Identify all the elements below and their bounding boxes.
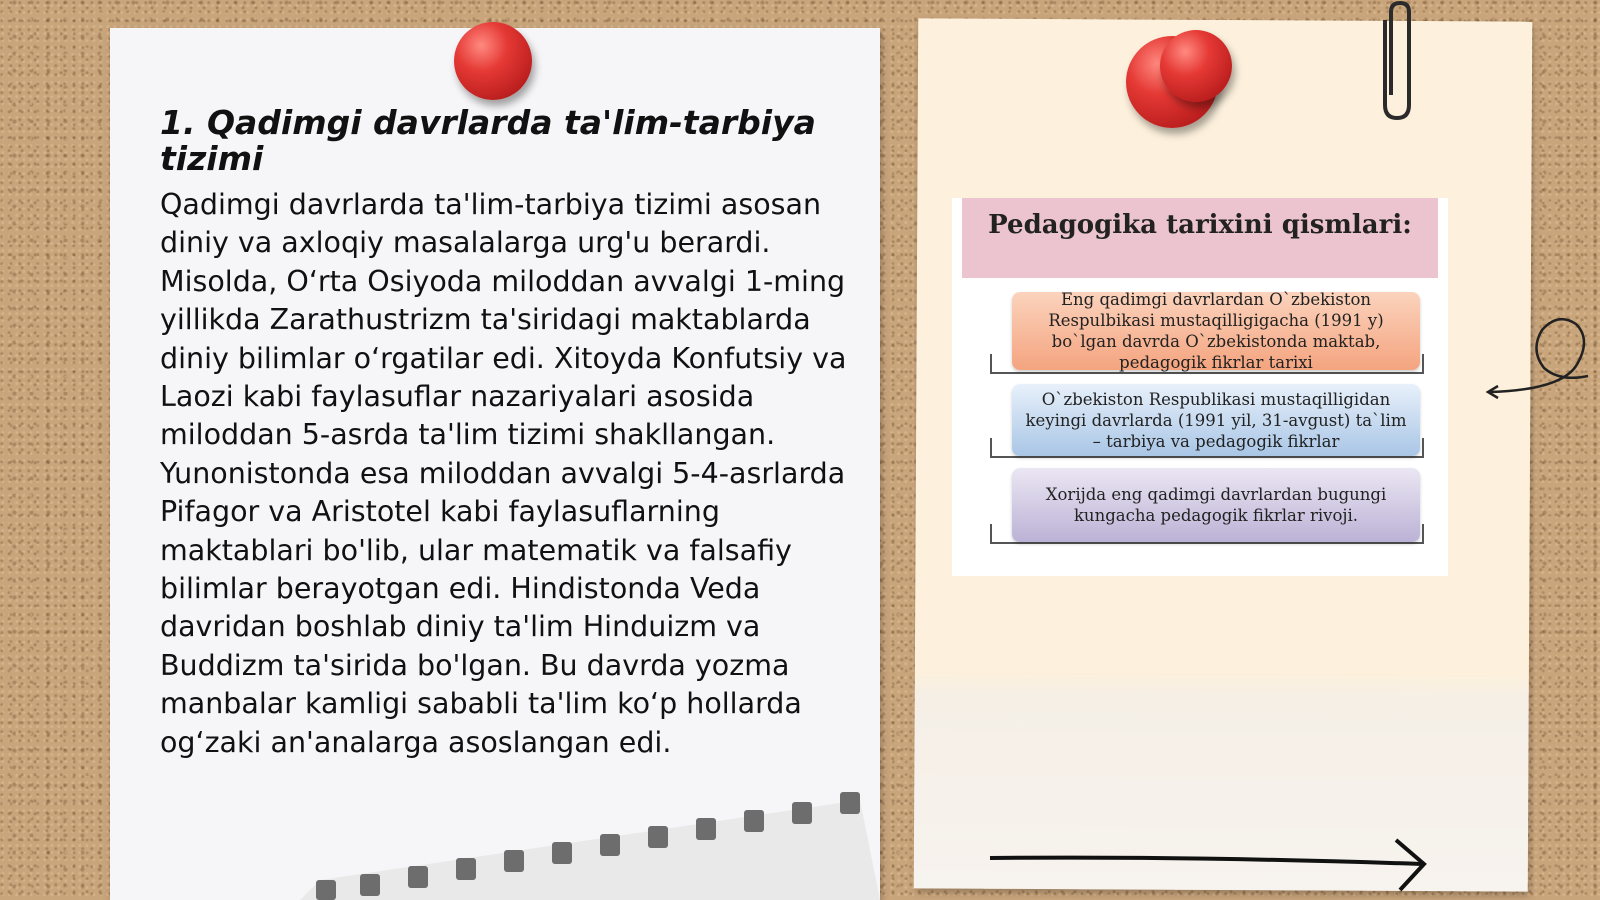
swirl-arrow-icon [1480, 310, 1590, 410]
diagram-item: Eng qadimgi davrlardan O`zbekiston Respulbikasi mustaqilligigacha (1991 y) bo`lgan davrda O`zbekistonda maktab, pedagogik fikrlar tarixi [1012, 292, 1420, 370]
red-pushpin-icon [1160, 30, 1232, 102]
torn-paper-edge [300, 790, 880, 900]
page-title: 1. Qadimgi davrlarda ta'lim-tarbiya tizimi [160, 103, 816, 178]
body-paragraph: Qadimgi davrlarda ta'lim-tarbiya tizimi asosan diniy va axloqiy masalalarga urg'u berardi. Misolda, O‘rta Osiyoda miloddan avvalgi 1-ming yillikda Zarathustrizm ta'siridagi maktablarda diniy bilimlar o‘rgatilar edi. Xitoyda Konfutsiy va Laozi kabi faylasuflar nazariyalari asosida miloddan 5-asrda ta'lim tizimi shakllangan. Yunonistonda esa miloddan avvalgi 5-4-asrlarda Pifagor va Aristotel kabi faylasuflarning maktablari bo'lib, ular matematik va falsafiy bilimlar berayotgan edi. Hindistonda Veda davridan boshlab diniy ta'lim Hinduizm va Buddizm ta'sirida bo'lgan. Bu davrda yozma manbalar kamligi sababli ta'lim ko‘p hollarda og‘zaki an'analarga asoslangan edi. [160, 188, 847, 759]
diagram-item: Xorijda eng qadimgi davrlardan bugungi kungacha pedagogik fikrlar rivoji. [1012, 468, 1420, 542]
paperclip-icon [1375, 0, 1425, 125]
arrow-right-icon [986, 834, 1436, 894]
diagram-header: Pedagogika tarixini qismlari: [962, 198, 1438, 278]
diagram-panel [952, 198, 1448, 576]
diagram-item: O`zbekiston Respublikasi mustaqilligidan keyingi davrlarda (1991 yil, 31-avgust) ta`lim – tarbiya va pedagogik fikrlar [1012, 384, 1420, 456]
red-pushpin-icon [454, 22, 532, 100]
